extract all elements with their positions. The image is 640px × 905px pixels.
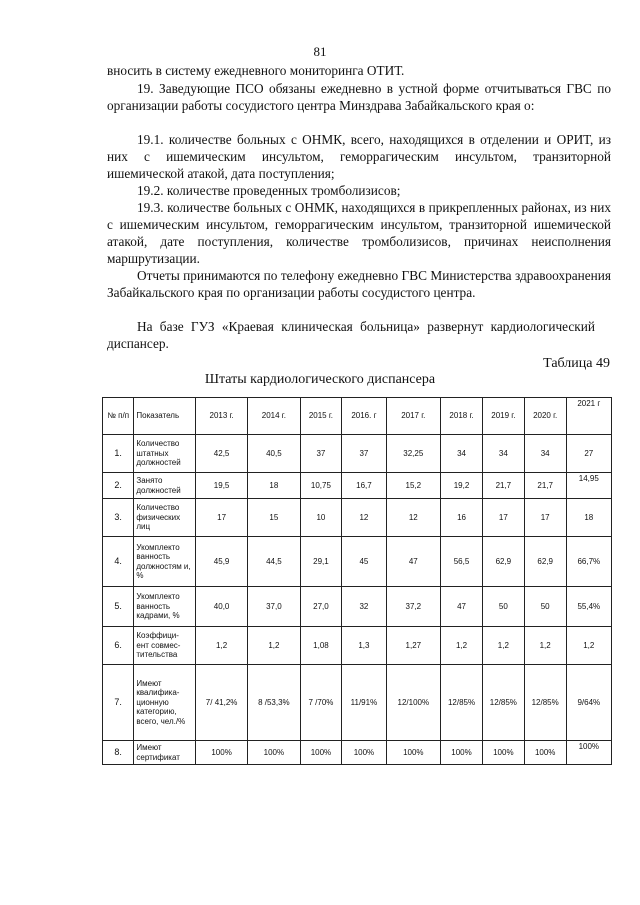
table-cell: 12/100% [386, 665, 441, 741]
table-cell: 10 [300, 499, 342, 537]
table-header-row [103, 398, 612, 435]
table-cell: 100% [248, 741, 300, 765]
table-cell: 17 [482, 499, 524, 537]
table-row [103, 627, 612, 665]
table-cell: 37 [342, 435, 386, 473]
row-number: 4. [103, 537, 134, 587]
table-cell: 9/64% [566, 665, 611, 741]
row-number: 8. [103, 741, 134, 765]
table-cell: 100% [441, 741, 483, 765]
table-cell: 37,2 [386, 587, 441, 627]
column-header: 2018 г. [441, 398, 483, 435]
table-cell: 29,1 [300, 537, 342, 587]
table-cell: 100% [524, 741, 566, 765]
row-label: Количество штатных должностей [134, 435, 196, 473]
table-cell: 100% [482, 741, 524, 765]
table-cell: 40,0 [195, 587, 247, 627]
table-cell: 100% [566, 741, 611, 765]
table-cell: 66,7% [566, 537, 611, 587]
column-header: 2015 г. [300, 398, 342, 435]
paragraph: На базе ГУЗ «Краевая клиническая больница» развернут кардиологический диспансер. [107, 319, 595, 351]
table-cell: 12 [386, 499, 441, 537]
table-cell: 8 /53,3% [248, 665, 300, 741]
table-cell: 12/85% [482, 665, 524, 741]
table-cell: 1,08 [300, 627, 342, 665]
table-cell: 47 [441, 587, 483, 627]
table-cell: 1,2 [524, 627, 566, 665]
table-cell: 18 [566, 499, 611, 537]
table-row [103, 537, 612, 587]
table-cell: 50 [482, 587, 524, 627]
table-cell: 27 [566, 435, 611, 473]
column-header: 2014 г. [248, 398, 300, 435]
row-label: Укомплекто ванность должностям и, % [134, 537, 196, 587]
paragraph: 19.3. количестве больных с ОНМК, находящихся в прикрепленных районах, из них с ишемическим инсультом, геморрагическим инсультом, транзиторной ишемической атакой, дате поступления, количестве тромболизисов, причинах неисполнения маршрутизации. [107, 200, 611, 266]
paragraph: 19.1. количестве больных с ОНМК, всего, находящихся в отделении и ОРИТ, из них с ишемическим инсультом, геморрагическим инсультом, транзиторной ишемической атакой, дата поступления; [107, 132, 611, 181]
table-cell: 44,5 [248, 537, 300, 587]
table-cell: 55,4% [566, 587, 611, 627]
table-cell: 15 [248, 499, 300, 537]
table-row [103, 665, 612, 741]
table-cell: 56,5 [441, 537, 483, 587]
table-cell: 100% [386, 741, 441, 765]
row-label: Количество физических лиц [134, 499, 196, 537]
row-number: 5. [103, 587, 134, 627]
column-header: 2017 г. [386, 398, 441, 435]
table-cell: 18 [248, 473, 300, 499]
column-header: Показатель [134, 398, 196, 435]
table-cell: 15,2 [386, 473, 441, 499]
row-number: 3. [103, 499, 134, 537]
row-label: Укомплекто ванность кадрами, % [134, 587, 196, 627]
row-number: 1. [103, 435, 134, 473]
row-number: 7. [103, 665, 134, 741]
table-cell: 47 [386, 537, 441, 587]
table-cell: 12 [342, 499, 386, 537]
table-cell: 32 [342, 587, 386, 627]
column-header: 2016. г [342, 398, 386, 435]
table-cell: 1,2 [195, 627, 247, 665]
row-label: Коэффици- ент совмес- тительства [134, 627, 196, 665]
staff-table [102, 397, 612, 765]
table-row [103, 741, 612, 765]
table-cell: 16,7 [342, 473, 386, 499]
table-cell: 45,9 [195, 537, 247, 587]
table-row [103, 499, 612, 537]
table-cell: 34 [524, 435, 566, 473]
table-row [103, 435, 612, 473]
row-number: 2. [103, 473, 134, 499]
table-cell: 19,5 [195, 473, 247, 499]
table-cell: 7/ 41,2% [195, 665, 247, 741]
paragraph: вносить в систему ежедневного мониторинга ОТИТ. [107, 63, 405, 78]
column-header: 2013 г. [195, 398, 247, 435]
table-cell: 12/85% [441, 665, 483, 741]
table-cell: 37 [300, 435, 342, 473]
column-header: № п/п [103, 398, 134, 435]
table-cell: 42,5 [195, 435, 247, 473]
row-number: 6. [103, 627, 134, 665]
paragraph: Отчеты принимаются по телефону ежедневно ГВС Министерства здравоохранения Забайкальского края по организации работы сосудистого центра. [107, 268, 611, 300]
table-row [103, 473, 612, 499]
table-cell: 16 [441, 499, 483, 537]
table-cell: 62,9 [524, 537, 566, 587]
table-label: Таблица 49 [543, 356, 610, 371]
table-cell: 50 [524, 587, 566, 627]
column-header: 2020 г. [524, 398, 566, 435]
table-cell: 32,25 [386, 435, 441, 473]
table-cell: 100% [342, 741, 386, 765]
table-cell: 62,9 [482, 537, 524, 587]
table-cell: 1,2 [566, 627, 611, 665]
column-header: 2021 г [566, 398, 611, 435]
paragraph: 19.2. количестве проведенных тромболизисов; [137, 183, 401, 198]
table-cell: 10,75 [300, 473, 342, 499]
table-cell: 21,7 [524, 473, 566, 499]
table-cell: 100% [195, 741, 247, 765]
table-cell: 11/91% [342, 665, 386, 741]
table-cell: 37,0 [248, 587, 300, 627]
page-number: 81 [313, 44, 327, 59]
table-cell: 1,27 [386, 627, 441, 665]
table-cell: 17 [195, 499, 247, 537]
table-cell: 1,2 [482, 627, 524, 665]
table-row [103, 587, 612, 627]
table-cell: 1,2 [441, 627, 483, 665]
table-cell: 100% [300, 741, 342, 765]
table-cell: 12/85% [524, 665, 566, 741]
table-cell: 27,0 [300, 587, 342, 627]
table-cell: 7 /70% [300, 665, 342, 741]
table-cell: 40,5 [248, 435, 300, 473]
table-title: Штаты кардиологического диспансера [204, 372, 436, 387]
row-label: Имеют квалифика- ционную категорию, всего, чел./% [134, 665, 196, 741]
table-cell: 45 [342, 537, 386, 587]
row-label: Занято должностей [134, 473, 196, 499]
table-cell: 34 [441, 435, 483, 473]
row-label: Имеют сертификат [134, 741, 196, 765]
table-cell: 34 [482, 435, 524, 473]
column-header: 2019 г. [482, 398, 524, 435]
table-cell: 17 [524, 499, 566, 537]
table-cell: 14,95 [566, 473, 611, 499]
table-cell: 19,2 [441, 473, 483, 499]
paragraph: 19. Заведующие ПСО обязаны ежедневно в устной форме отчитываться ГВС по организации работы сосудистого центра Минздрава Забайкальского края о: [107, 81, 611, 113]
table-cell: 1,2 [248, 627, 300, 665]
table-cell: 1,3 [342, 627, 386, 665]
table-cell: 21,7 [482, 473, 524, 499]
